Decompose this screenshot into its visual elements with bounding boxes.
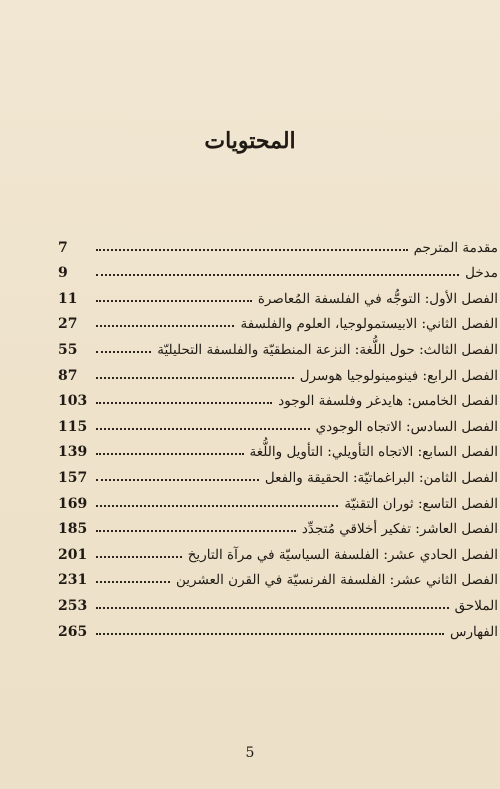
toc-entry — [58, 256, 498, 282]
toc-entry — [58, 332, 498, 358]
toc-label: الفصل السابع: الاتجاه التأويلي: التأويل واللُّغة — [249, 444, 498, 461]
toc-entry — [58, 460, 498, 486]
toc-page-number: 55 — [58, 341, 78, 358]
toc-entry — [58, 409, 498, 435]
toc-page-number: 9 — [58, 265, 68, 282]
dot-leader — [96, 530, 296, 532]
toc-label: الفصل الخامس: هايدغر وفلسفة الوجود — [278, 393, 498, 410]
toc-label: الفصل الرابع: فينومينولوجيا هوسرل — [299, 367, 498, 384]
toc-page-number: 157 — [58, 469, 88, 486]
dot-leader — [96, 300, 252, 302]
toc-entry — [58, 307, 498, 333]
toc-label: الفصل الثامن: البراغماتيّة: الحقيقة والفعل — [264, 469, 498, 486]
dot-leader — [96, 351, 151, 353]
toc-page-number: 11 — [58, 290, 78, 307]
dot-leader — [96, 607, 449, 609]
toc-entry — [58, 384, 498, 410]
toc-label: الفصل العاشر: تفكير أخلاقي مُتجدِّد — [301, 521, 498, 538]
toc-entry — [58, 435, 498, 461]
toc-page-number: 265 — [58, 623, 88, 640]
toc-entry — [58, 230, 498, 256]
dot-leader — [96, 402, 272, 404]
toc-entry — [58, 537, 498, 563]
dot-leader — [96, 249, 408, 251]
toc-entry — [58, 588, 498, 614]
toc-label: الفصل الأول: التوجُّه في الفلسفة المُعاصرة — [257, 290, 498, 307]
toc-page-number: 253 — [58, 597, 88, 614]
dot-leader — [96, 325, 234, 327]
toc-page-number: 115 — [58, 418, 88, 435]
dot-leader — [96, 377, 294, 379]
dot-leader — [96, 274, 459, 276]
toc-entry — [58, 486, 498, 512]
toc-page-number: 7 — [58, 239, 68, 256]
toc-page-number: 103 — [58, 393, 88, 410]
toc-page-number: 185 — [58, 521, 88, 538]
toc-label: الفهارس — [449, 623, 498, 640]
dot-leader — [96, 505, 338, 507]
toc-label: الفصل الحادي عشر: الفلسفة السياسيّة في مرآة التاريخ — [187, 546, 498, 563]
table-of-contents — [58, 230, 498, 640]
toc-entry — [58, 281, 498, 307]
toc-entry — [58, 358, 498, 384]
toc-label: الفصل الثاني: الابيستمولوجيا، العلوم والفلسفة — [240, 316, 498, 333]
page-number: 5 — [245, 745, 255, 761]
toc-page-number: 27 — [58, 316, 78, 333]
dot-leader — [96, 428, 310, 430]
toc-label: مقدمة المترجم — [413, 239, 498, 256]
toc-page-number: 139 — [58, 444, 88, 461]
toc-entry — [58, 563, 498, 589]
toc-label: الفصل الثالث: حول اللُّغة: النزعة المنطقيّة والفلسفة التحليليّة — [157, 341, 498, 358]
toc-label: الفصل التاسع: ثوران التقنيّة — [344, 495, 498, 512]
dot-leader — [96, 581, 170, 583]
dot-leader — [96, 556, 182, 558]
dot-leader — [96, 453, 244, 455]
toc-label: الفصل السادس: الاتجاه الوجودي — [315, 418, 498, 435]
toc-entry — [58, 614, 498, 640]
dot-leader — [96, 479, 259, 481]
toc-label: الفصل الثاني عشر: الفلسفة الفرنسيّة في القرن العشرين — [175, 572, 498, 589]
toc-page-number: 87 — [58, 367, 78, 384]
toc-page-number: 169 — [58, 495, 88, 512]
toc-entry — [58, 512, 498, 538]
toc-label: مدخل — [465, 265, 498, 282]
toc-page-number: 201 — [58, 546, 88, 563]
toc-label: الملاحق — [454, 597, 498, 614]
dot-leader — [96, 633, 444, 635]
toc-page-number: 231 — [58, 572, 88, 589]
page-title: المحتويات — [204, 128, 296, 154]
